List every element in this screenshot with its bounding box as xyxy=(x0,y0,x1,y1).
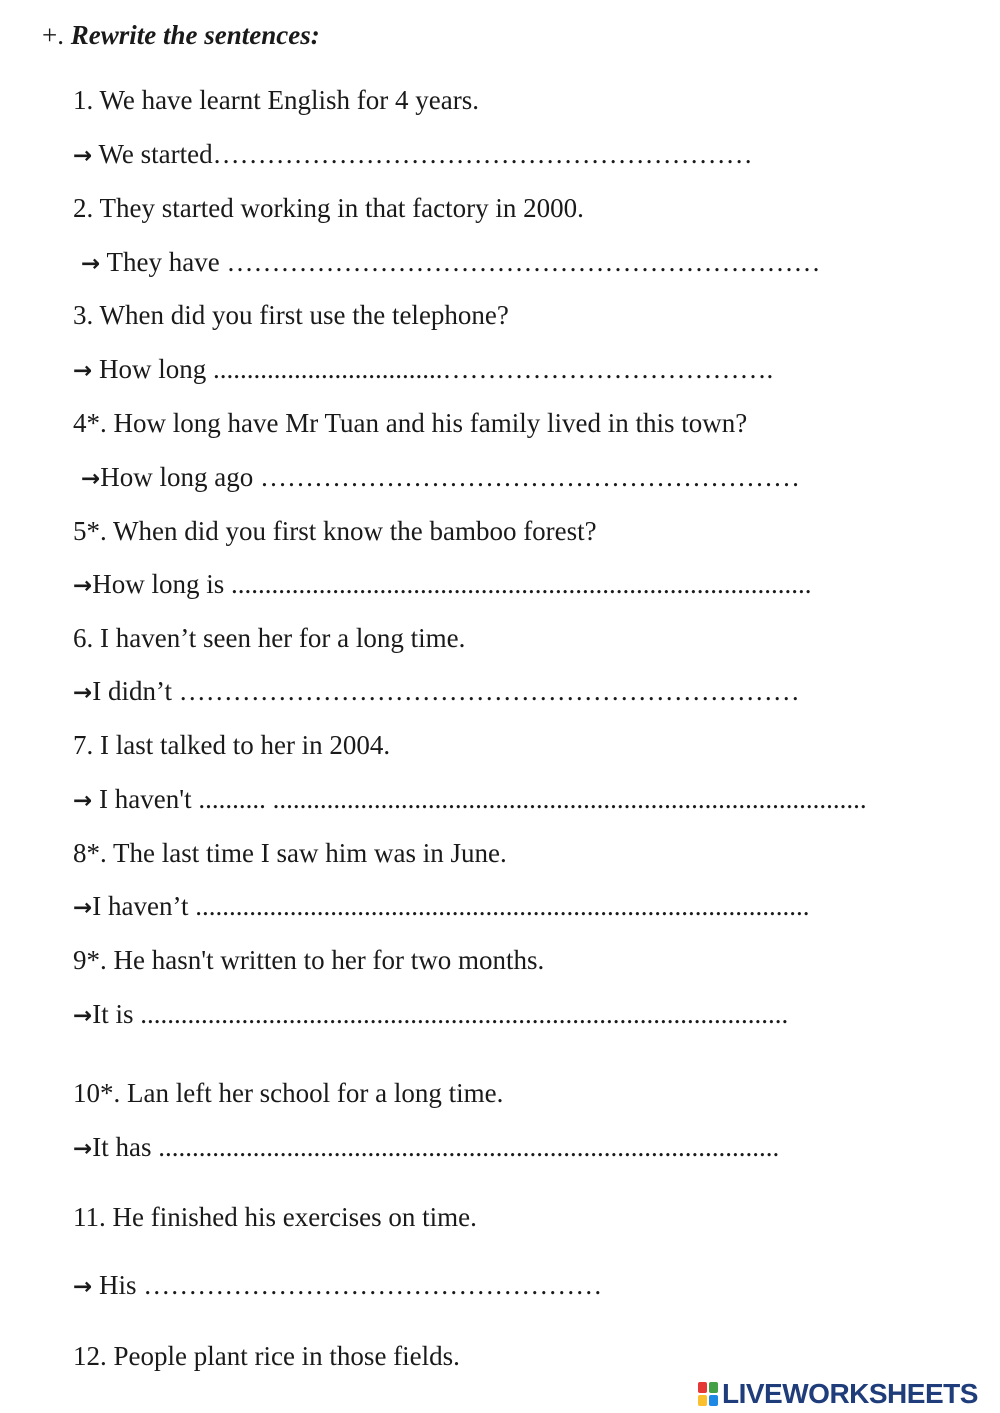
logo-square-yellow xyxy=(698,1395,707,1406)
arrow-icon: → xyxy=(73,1274,93,1300)
arrow-icon: → xyxy=(73,1003,93,1029)
question-12: 12. People plant rice in those fields. xyxy=(73,1341,460,1371)
answer-line-9[interactable] xyxy=(73,997,788,1033)
question-10: 10*. Lan left her school for a long time. xyxy=(73,1078,504,1108)
logo-square-green xyxy=(709,1382,718,1393)
answer-prompt-11: His …………………………………………… xyxy=(92,1270,603,1300)
arrow-icon: → xyxy=(81,466,101,492)
question-6: 6. I haven’t seen her for a long time. xyxy=(73,623,466,653)
arrow-icon: → xyxy=(73,895,93,921)
answer-prompt-6: I didn’t …………………………………………………………… xyxy=(92,676,800,706)
answer-line-2[interactable] xyxy=(81,245,821,281)
worksheet-title xyxy=(42,20,320,51)
answer-line-4[interactable] xyxy=(81,460,800,496)
answer-line-10[interactable] xyxy=(73,1130,779,1166)
answer-prompt-2: They have ………………………………………………………… xyxy=(100,247,821,277)
question-11: 11. He finished his exercises on time. xyxy=(73,1202,477,1232)
answer-line-1[interactable] xyxy=(73,137,753,173)
answer-prompt-5: How long is ...................................................................................... xyxy=(92,569,812,599)
question-2: 2. They started working in that factory in 2000. xyxy=(73,193,584,223)
answer-prompt-4: How long ago …………………………………………………… xyxy=(100,462,801,492)
arrow-icon: → xyxy=(73,143,93,169)
liveworksheets-logo[interactable] xyxy=(697,1379,978,1409)
logo-text: LIVEWORKSHEETS xyxy=(722,1378,978,1409)
arrow-icon: → xyxy=(73,788,93,814)
question-8: 8*. The last time I saw him was in June. xyxy=(73,838,507,868)
arrow-icon: → xyxy=(73,573,93,599)
answer-line-6[interactable] xyxy=(73,674,800,710)
answer-line-8[interactable] xyxy=(73,889,810,925)
arrow-icon: → xyxy=(73,1136,93,1162)
question-1: 1. We have learnt English for 4 years. xyxy=(73,85,479,115)
question-5: 5*. When did you first know the bamboo forest? xyxy=(73,516,597,546)
question-7: 7. I last talked to her in 2004. xyxy=(73,730,391,760)
question-4: 4*. How long have Mr Tuan and his family lived in this town? xyxy=(73,408,748,438)
answer-line-5[interactable] xyxy=(73,567,812,603)
answer-line-3[interactable] xyxy=(73,352,773,388)
answer-prompt-8: I haven’t ........................................................................................... xyxy=(92,891,810,921)
answer-prompt-3: How long ..................................………………………………. xyxy=(92,354,774,384)
logo-square-blue xyxy=(709,1395,718,1406)
title-bullet: +. xyxy=(42,20,64,50)
logo-square-red xyxy=(698,1382,707,1393)
answer-line-7[interactable] xyxy=(73,782,867,818)
question-9: 9*. He hasn't written to her for two months. xyxy=(73,945,545,975)
question-3: 3. When did you first use the telephone? xyxy=(73,300,509,330)
arrow-icon: → xyxy=(81,251,101,277)
arrow-icon: → xyxy=(73,680,93,706)
answer-prompt-7: I haven't .......... ........................................................................................ xyxy=(92,784,867,814)
answer-prompt-1: We started…………………………………………………… xyxy=(92,139,753,169)
arrow-icon: → xyxy=(73,358,93,384)
title-text: Rewrite the sentences: xyxy=(70,20,320,50)
answer-prompt-9: It is ................................................................................................ xyxy=(92,999,789,1029)
answer-prompt-10: It has ............................................................................................ xyxy=(92,1132,780,1162)
answer-line-11[interactable] xyxy=(73,1268,602,1304)
logo-mark-icon xyxy=(697,1381,719,1407)
